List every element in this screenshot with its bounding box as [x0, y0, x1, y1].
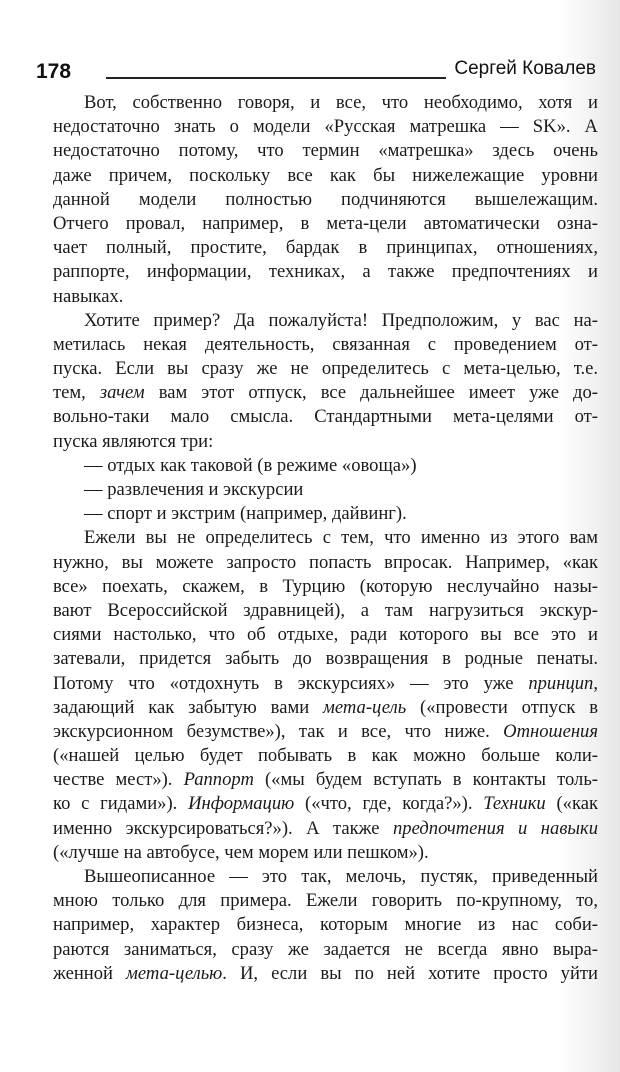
emphasis-term: мета-целью: [126, 962, 223, 984]
text-line: [53, 841, 598, 865]
text-span: Хотите пример? Да пожалуйста! Предположим, у вас на-: [84, 309, 598, 331]
text-line: [53, 599, 598, 623]
text-span: («мы будем вступать в контакты толь-: [253, 769, 598, 791]
text-span: навыках.: [53, 285, 124, 307]
body-text: [53, 91, 598, 986]
text-span: Вот, собственно говоря, и все, что необходимо, хотя и: [84, 92, 598, 113]
text-span: все» поехать, скажем, в Турцию (которую неслучайно назы-: [53, 575, 598, 597]
text-span: недостаточно знать о модели «Русская матрешка — SK». А: [53, 116, 598, 138]
text-span: экскурсионном безумстве»), так и все, что ниже.: [53, 720, 504, 742]
text-line: [53, 551, 598, 575]
text-span: вам этот отпуск, все дальнейшее имеет уже до-: [144, 382, 598, 404]
text-line: [53, 212, 598, 236]
text-line: [53, 285, 598, 309]
text-line: [53, 357, 598, 381]
text-span: сиями настолько, что об отдыхе, ради которого вы все это и: [53, 624, 598, 646]
text-span: даже причем, поскольку все как бы нижележащие уровни: [53, 164, 598, 186]
text-line: [84, 309, 598, 333]
text-span: — развлечения и экскурсии: [84, 479, 304, 500]
text-span: метилась некая деятельность, связанная с проведением от-: [53, 333, 598, 355]
text-line: [53, 164, 598, 188]
text-line: [53, 817, 598, 841]
text-line: [53, 792, 598, 816]
text-span: тем,: [53, 382, 100, 404]
text-line: [53, 720, 598, 744]
page-header: [36, 54, 596, 84]
text-line: [53, 647, 598, 671]
emphasis-term: Техники: [483, 793, 546, 815]
text-line: [53, 188, 598, 212]
text-line: [53, 744, 598, 768]
text-line: [84, 91, 598, 115]
text-span: ко с гидами»).: [53, 793, 189, 815]
text-span: например, характер бизнеса, которым многие из нас соби-: [53, 914, 598, 936]
text-line: [53, 236, 598, 260]
text-span: задающий как забытую вами: [53, 696, 324, 718]
text-span: раются заниматься, сразу же задается не всегда явно выра-: [53, 938, 598, 960]
emphasis-term: предпочтения и навыки: [392, 817, 598, 839]
emphasis-term: Отношения: [503, 720, 598, 742]
text-span: пуска. Если вы сразу же не определитесь с мета-целью, т.е.: [53, 358, 598, 380]
text-span: именно экскурсироваться?»). А также: [53, 817, 393, 839]
text-line: [53, 768, 598, 792]
text-span: мною только для примера. Ежели говорить по-крупному, то,: [53, 890, 598, 912]
text-line: [84, 502, 598, 526]
text-line: [84, 478, 598, 502]
running-head-author: Сергей Ковалев: [454, 58, 596, 79]
text-span: («провести отпуск в: [406, 696, 598, 718]
text-line: [53, 696, 598, 720]
text-line: [53, 139, 598, 163]
text-line: [53, 333, 598, 357]
text-span: вольно-таки мало смысла. Стандартными мета-целями от-: [53, 406, 598, 428]
text-span: — спорт и экстрим (например, дайвинг).: [84, 503, 407, 525]
text-span: недостаточно потому, что термин «матрешка» здесь очень: [53, 140, 598, 162]
text-span: раппорте, информации, техниках, а также предпочтениях и: [53, 261, 598, 283]
text-span: женной: [53, 962, 127, 984]
text-span: пуска являются три:: [53, 430, 214, 452]
text-line: [53, 575, 598, 599]
text-span: Отчего провал, например, в мета-цели автоматически озна-: [53, 212, 598, 234]
text-span: («как: [545, 793, 598, 815]
text-span: затевали, придется забыть до возвращения в родные пенаты.: [53, 648, 598, 670]
text-line: [84, 454, 598, 478]
page-number: 178: [36, 60, 72, 83]
text-span: нужно, вы можете запросто попасть впросак. Например, «как: [53, 551, 598, 573]
text-line: [53, 938, 598, 962]
text-span: вают Всероссийской здравницей), а там нагрузиться экскур-: [53, 599, 598, 621]
text-line: [53, 260, 598, 284]
text-line: [53, 889, 598, 913]
text-span: Потому что «отдохнуть в экскурсиях» — это уже: [53, 672, 529, 694]
text-line: [84, 865, 598, 889]
text-span: («нашей целью будет побывать в как можно больше коли-: [53, 745, 598, 767]
text-line: [53, 381, 598, 405]
emphasis-term: принцип: [528, 672, 594, 694]
text-line: [84, 526, 598, 550]
text-line: [53, 115, 598, 139]
text-span: («лучше на автобусе, чем морем или пешком»).: [53, 841, 429, 863]
text-span: чает полный, простите, бардак в принципах, отношениях,: [53, 237, 598, 259]
text-span: данной модели полностью подчиняются вышележащим.: [53, 188, 598, 210]
text-span: Ежели вы не определитесь с тем, что именно из этого вам: [84, 527, 598, 549]
emphasis-term: зачем: [99, 382, 145, 404]
text-line: [53, 913, 598, 937]
text-span: — отдых как таковой (в режиме «овоща»): [84, 454, 417, 476]
text-line: [53, 672, 598, 696]
header-rule: [106, 77, 446, 79]
text-line: [53, 962, 598, 986]
text-line: [53, 405, 598, 429]
emphasis-term: Информацию: [188, 793, 295, 815]
emphasis-term: мета-цель: [323, 696, 407, 718]
text-span: («что, где, когда?»).: [294, 793, 484, 815]
text-span: честве мест»).: [53, 769, 184, 791]
emphasis-term: Раппорт: [183, 769, 254, 791]
text-span: . И, если вы по ней хотите просто уйти: [222, 962, 598, 984]
text-span: ,: [593, 672, 598, 694]
text-line: [53, 623, 598, 647]
text-line: [53, 430, 598, 454]
text-span: Вышеописанное — это так, мелочь, пустяк, приведенный: [84, 866, 598, 887]
